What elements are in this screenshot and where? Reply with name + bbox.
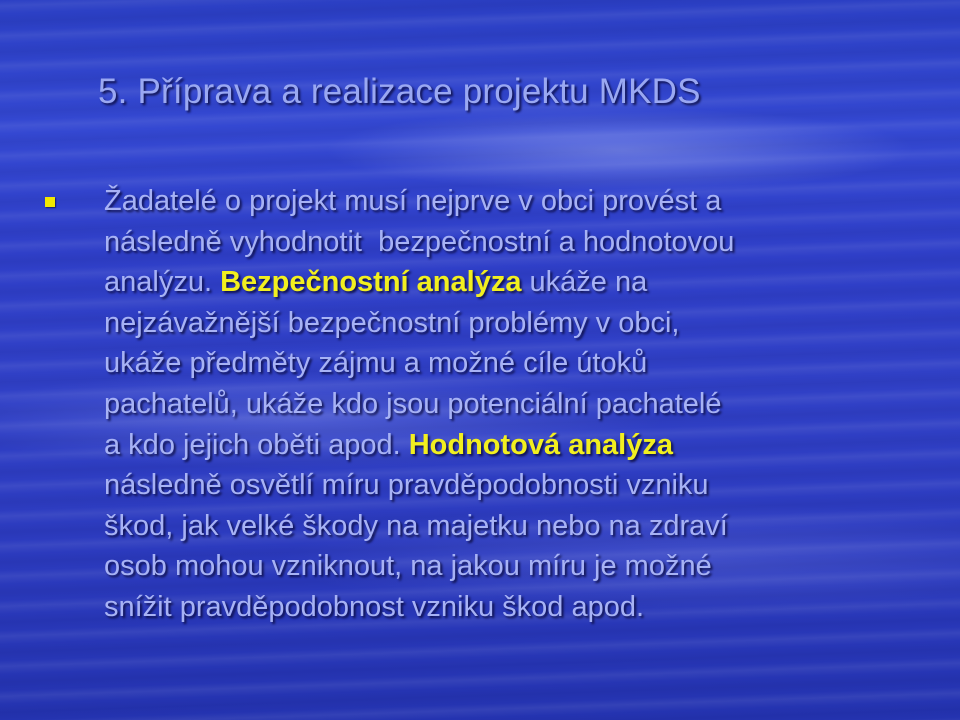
bullet-text-line — [104, 222, 924, 263]
bullet-text-run: a kdo jejich oběti apod. — [104, 428, 409, 461]
highlighted-term: Hodnotová analýza — [408, 428, 673, 461]
bullet-text-run: pachatelů, ukáže kdo jsou potenciální pachatelé — [104, 387, 722, 420]
bullet-text-line — [104, 506, 924, 547]
bullet-text-run: analýzu. — [104, 266, 221, 299]
slide-title: 5. Příprava a realizace projektu MKDS — [98, 72, 701, 111]
bullet-text-line — [104, 262, 924, 303]
bullet-text-line — [104, 465, 924, 506]
bullet-text-run: následně vyhodnotit bezpečnostní a hodnotovou — [104, 225, 735, 258]
bullet-text-line — [104, 546, 924, 587]
bullet-text-run: ukáže na — [521, 266, 648, 299]
bullet-text-line — [104, 343, 924, 384]
bullet-text-line — [104, 425, 924, 466]
bullet-text-run: snížit pravděpodobnost vzniku škod apod. — [104, 590, 645, 623]
bullet-text-run: Žadatelé o projekt musí nejprve v obci provést a — [104, 185, 722, 217]
bullet-text-line — [104, 587, 924, 628]
bullet-text — [104, 181, 924, 628]
highlighted-term: Bezpečnostní analýza — [220, 266, 522, 299]
square-bullet-icon — [45, 197, 55, 207]
bullet-text-run: osob mohou vzniknout, na jakou míru je možné — [104, 550, 712, 583]
bullet-text-line — [104, 384, 924, 425]
bullet-text-line — [104, 303, 924, 344]
bullet-text-run: nejzávažnější bezpečnostní problémy v obci, — [104, 306, 680, 339]
bullet-text-run: škod, jak velké škody na majetku nebo na zdraví — [104, 509, 728, 542]
bullet-text-run: ukáže předměty zájmu a možné cíle útoků — [104, 347, 648, 380]
bullet-text-line — [104, 181, 924, 222]
bullet-text-run: následně osvětlí míru pravděpodobnosti vzniku — [104, 469, 709, 502]
